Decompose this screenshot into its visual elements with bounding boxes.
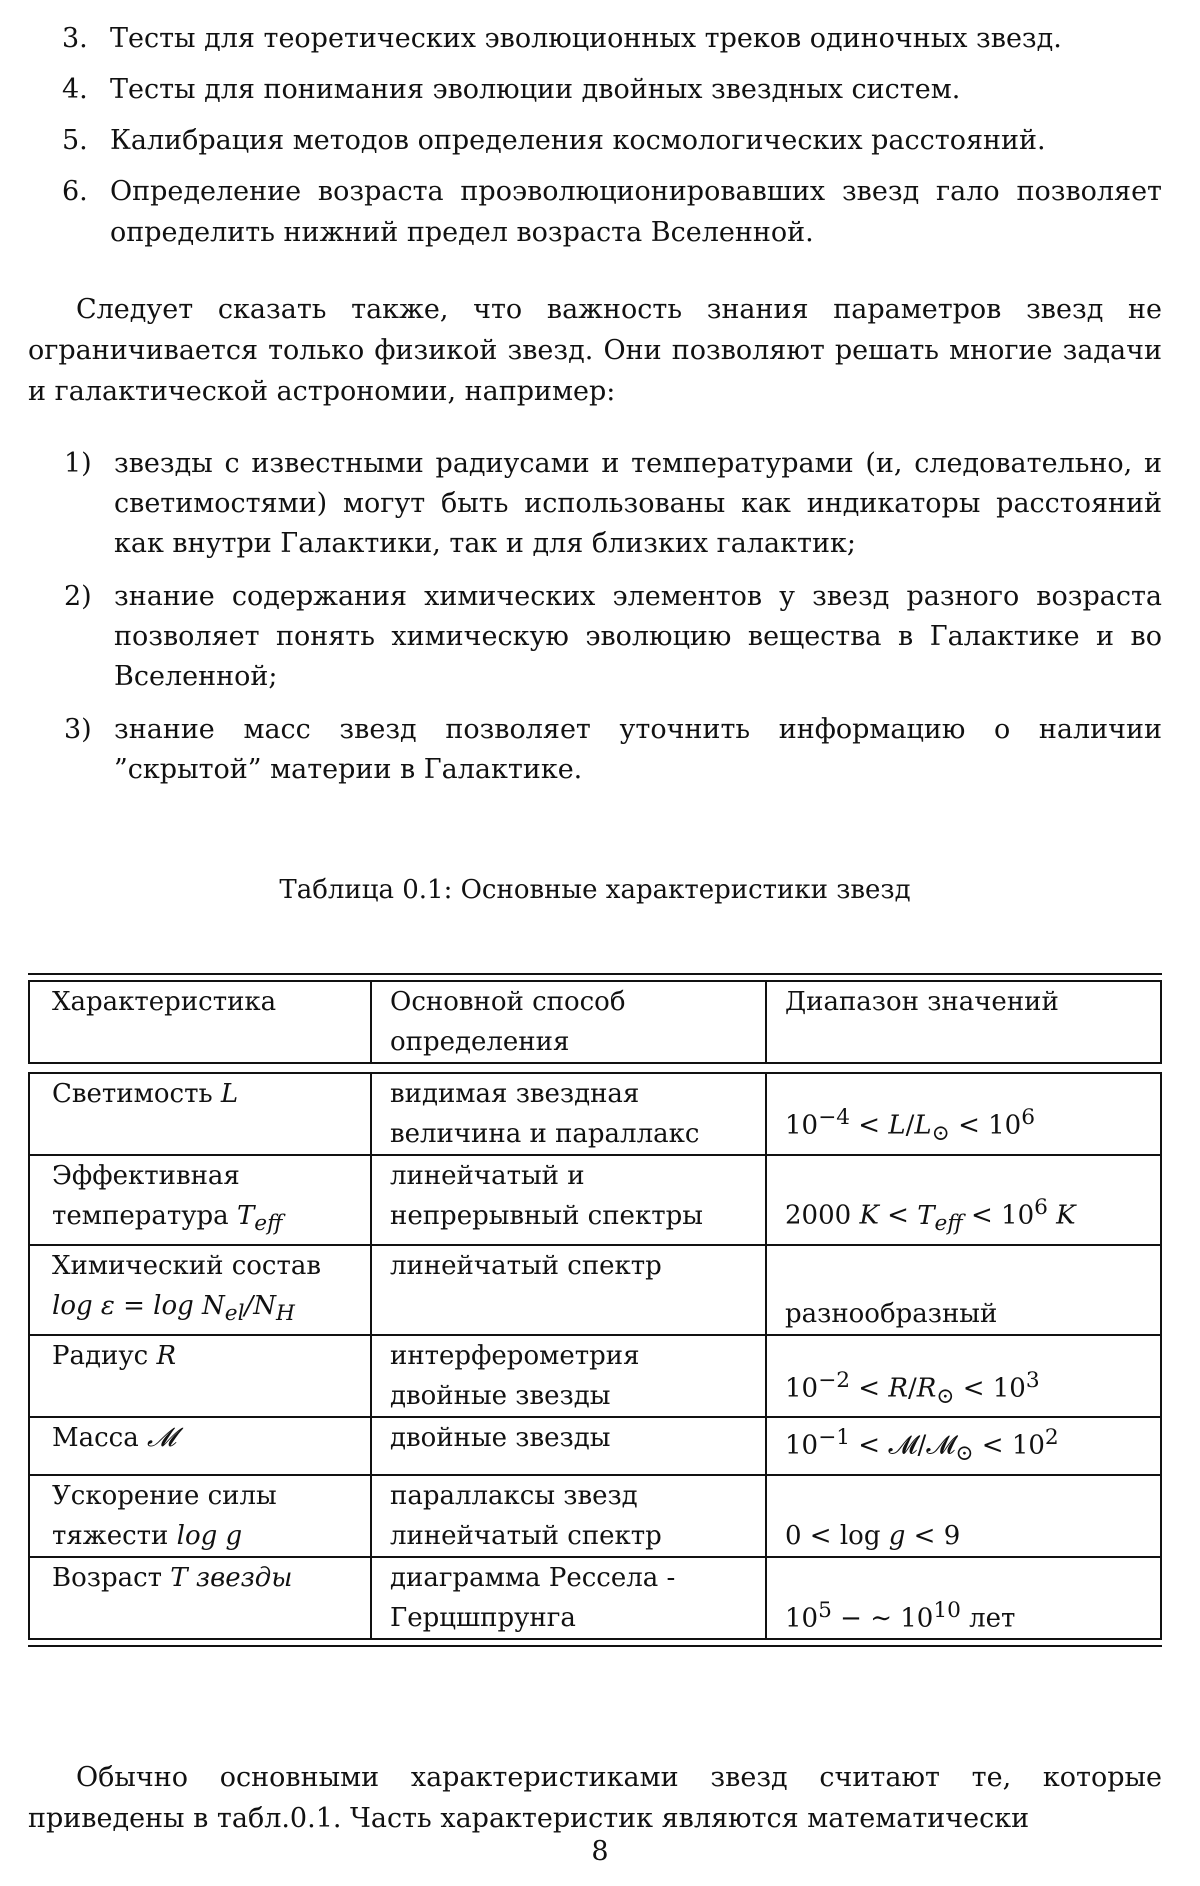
list-number: 1)	[64, 448, 92, 479]
list-number: 3.	[62, 23, 88, 54]
list-text: Тесты для понимания эволюции двойных звездных систем.	[110, 74, 961, 105]
characteristics-table	[28, 980, 1162, 1640]
numbered-list	[28, 18, 1162, 253]
characteristic-cell: Химический состав $\log \varepsilon = \log N_{el}/N_H$	[29, 1245, 371, 1335]
header-cell: Диапазон значений	[766, 981, 1161, 1063]
characteristic-cell: Масса 𝓜	[29, 1417, 371, 1475]
list-number: 6.	[62, 176, 88, 207]
method-cell: диаграмма Рессела - Герцшпрунга	[371, 1557, 766, 1639]
range-cell: $10^{-2} < R/R_⊙ < 10^3$	[766, 1335, 1161, 1417]
range-cell: $10^{-4} < L/L_⊙ < 10^6$	[766, 1073, 1161, 1155]
method-cell: линейчатый и непрерывный спектры	[371, 1155, 766, 1245]
range-cell: $10^5$ − ∼ $10^{10}$ лет	[766, 1557, 1161, 1639]
table-caption: Таблица 0.1: Основные характеристики звезд	[279, 875, 911, 905]
list-number: 2)	[64, 581, 92, 612]
table-row	[29, 1475, 1161, 1557]
paragraph: Обычно основными характеристиками звезд считают те, которые приведены в табл.0.1. Часть характеристик являются математически	[28, 1762, 1162, 1835]
page-number: 8	[591, 1836, 609, 1867]
list-item	[28, 444, 1162, 564]
table-row	[29, 1155, 1161, 1245]
table-row	[29, 1245, 1161, 1335]
list-item	[28, 171, 1162, 253]
characteristic-cell: Светимость L	[29, 1073, 371, 1155]
method-cell: двойные звезды	[371, 1417, 766, 1475]
table-frame	[28, 973, 1162, 1647]
characteristic-cell: Эффективная температура $T_{eff}$	[29, 1155, 371, 1245]
method-cell: линейчатый спектр	[371, 1245, 766, 1335]
list-item	[28, 18, 1162, 59]
header-cell: Характеристика	[29, 981, 371, 1063]
list-item	[28, 120, 1162, 161]
list-item	[28, 577, 1162, 697]
characteristic-cell: Радиус R	[29, 1335, 371, 1417]
table-header-row	[29, 981, 1161, 1063]
table-row	[29, 1335, 1161, 1417]
table-body	[29, 1073, 1161, 1639]
characteristic-cell: Ускорение силы тяжести log g	[29, 1475, 371, 1557]
table-row	[29, 1557, 1161, 1639]
list-text: Тесты для теоретических эволюционных треков одиночных звезд.	[110, 23, 1062, 54]
range-cell: 2000 $K < T_{eff} < 10^6$ K	[766, 1155, 1161, 1245]
paragraph: Следует сказать также, что важность знания параметров звезд не ограничивается только физикой звезд. Они позволяют решать многие задачи и галактической астрономии, например:	[28, 294, 1162, 407]
range-cell: 0 < log g < 9	[766, 1475, 1161, 1557]
list-number: 5.	[62, 125, 88, 156]
list-item	[28, 710, 1162, 790]
method-cell: видимая звездная величина и параллакс	[371, 1073, 766, 1155]
page	[28, 18, 1162, 1839]
range-cell: разнообразный	[766, 1245, 1161, 1335]
list-text: звезды с известными радиусами и температурами (и, следовательно, и светимостями) могут быть использованы как индикаторы расстояний как внутри Галактики, так и для близких галактик;	[114, 448, 1162, 559]
characteristic-cell: Возраст T звезды	[29, 1557, 371, 1639]
list-number: 3)	[64, 714, 92, 745]
list-text: Определение возраста проэволюционировавших звезд гало позволяет определить нижний предел возраста Вселенной.	[110, 176, 1162, 248]
range-cell: $10^{-1}$ < 𝓜/𝓜$_⊙$ < $10^2$	[766, 1417, 1161, 1475]
list-number: 4.	[62, 74, 88, 105]
list-text: знание масс звезд позволяет уточнить информацию о наличии ”скрытой” материи в Галактике.	[114, 714, 1162, 785]
table-row	[29, 1417, 1161, 1475]
list-item	[28, 69, 1162, 110]
parenthesized-list	[28, 444, 1162, 790]
list-text: знание содержания химических элементов у звезд разного возраста позволяет понять химическую эволюцию вещества в Галактике и во Вселенной;	[114, 581, 1162, 692]
method-cell: параллаксы звезд линейчатый спектр	[371, 1475, 766, 1557]
table-row	[29, 1073, 1161, 1155]
list-text: Калибрация методов определения космологических расстояний.	[110, 125, 1046, 156]
method-cell: интерферометрия двойные звезды	[371, 1335, 766, 1417]
header-cell: Основной способ определения	[371, 981, 766, 1063]
